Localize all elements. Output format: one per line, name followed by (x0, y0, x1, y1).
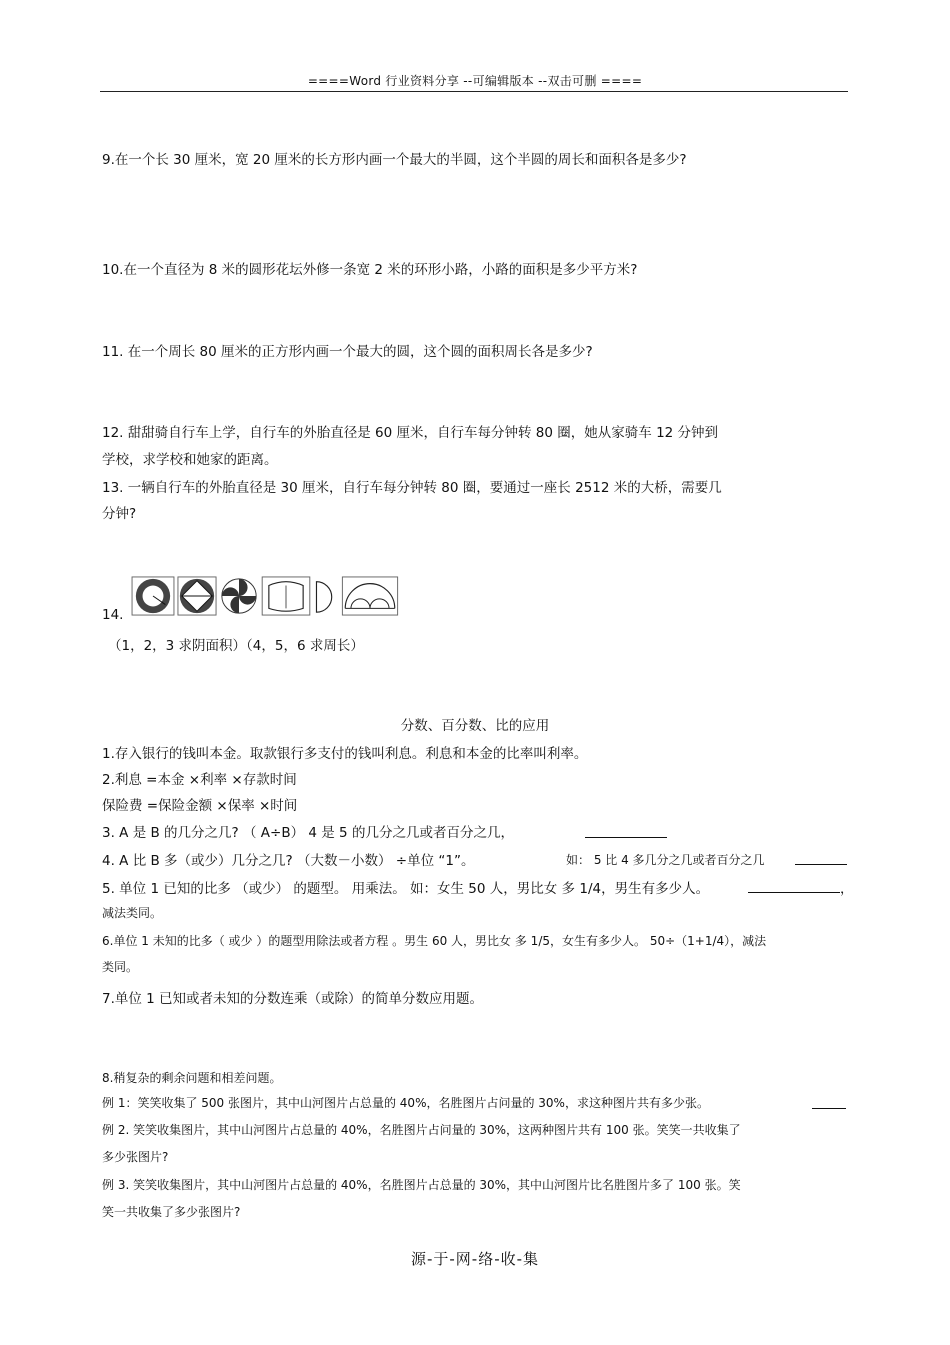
figure-1-ring (130, 576, 176, 616)
point-6: 6.单位 1 未知的比多（ 或少 ）的题型用除法或者方程 。男生 60 人，男比女 多 1/5，女生有多少人。 50÷（1+1/4），减法 (102, 934, 767, 948)
question-14-note: （1，2，3 求阴面积）（4，5，6 求周长） (108, 638, 364, 654)
point-5-line-2: 减法类同。 (102, 906, 163, 920)
example-3-line-1: 例 3. 笑笑收集图片，其中山河图片占总量的 40%，名胜图片占总量的 30%，其中山河图片比名胜图片多了 100 张。笑 (102, 1178, 741, 1192)
section-title: 分数、百分数、比的应用 (400, 718, 550, 734)
question-11: 11. 在一个周长 80 厘米的正方形内画一个最大的圆，这个圆的面积周长各是多少? (102, 344, 593, 360)
answer-blank-ex1 (812, 1108, 846, 1109)
example-2-line-2: 多少张图片? (102, 1150, 169, 1164)
point-3: 3. A 是 B 的几分之几? （ A÷B） 4 是 5 的几分之几或者百分之几， (102, 825, 514, 841)
page-footer: 源-于-网-络-收-集 (410, 1250, 540, 1268)
figure-5-semicircle (312, 576, 340, 616)
point-4: 4. A 比 B 多（或少）几分之几? （大数－小数） ÷单位 “1”。 (102, 853, 475, 869)
question-14-figures (130, 576, 400, 618)
question-10: 10.在一个直径为 8 米的圆形花坛外修一条宽 2 米的环形小路，小路的面积是多少平方米? (102, 262, 638, 278)
header-rule (100, 91, 848, 92)
question-13-line-1: 13. 一辆自行车的外胎直径是 30 厘米，自行车每分钟转 80 圈，要通过一座长 2512 米的大桥，需要几 (102, 480, 722, 496)
example-3-line-2: 笑一共收集了多少张图片? (102, 1205, 241, 1219)
question-13-line-2: 分钟? (102, 506, 137, 522)
answer-blank-4 (795, 864, 847, 865)
question-14-number: 14. (102, 607, 124, 623)
figure-4-rounded-rect (260, 576, 312, 616)
question-12-line-2: 学校，求学校和她家的距离。 (102, 452, 278, 468)
question-9: 9.在一个长 30 厘米，宽 20 厘米的长方形内画一个最大的半圆，这个半圆的周长和面积各是多少? (102, 152, 687, 168)
figure-6-arcs (340, 576, 400, 616)
figure-3-pinwheel (218, 576, 260, 616)
figure-2-circle-square (176, 576, 218, 616)
point-5-comma: ， (840, 881, 854, 897)
example-1: 例 1：笑笑收集了 500 张图片，其中山河图片占总量的 40%，名胜图片占问量的 30%，求这种图片共有多少张。 (102, 1096, 709, 1110)
point-4-example: 如： 5 比 4 多几分之几或者百分之几 (566, 853, 765, 867)
point-2b: 保险费 =保险金额 ×保率 ×时间 (102, 798, 298, 814)
answer-blank-5 (748, 892, 840, 893)
point-1: 1.存入银行的钱叫本金。取款银行多支付的钱叫利息。利息和本金的比率叫利率。 (102, 746, 588, 762)
question-12-line-1: 12. 甜甜骑自行车上学，自行车的外胎直径是 60 厘米，自行车每分钟转 80 圈，她从家骑车 12 分钟到 (102, 425, 719, 441)
point-7: 7.单位 1 已知或者未知的分数连乘（或除）的简单分数应用题。 (102, 991, 484, 1007)
page-header: ====Word 行业资料分享 --可编辑版本 --双击可删 ==== (307, 74, 643, 88)
point-6-line-2: 类同。 (102, 960, 139, 974)
example-2-line-1: 例 2. 笑笑收集图片，其中山河图片占总量的 40%，名胜图片占问量的 30%，这两种图片共有 100 张。笑笑一共收集了 (102, 1123, 741, 1137)
point-8: 8.稍复杂的剩余问题和相差问题。 (102, 1071, 282, 1085)
point-2: 2.利息 =本金 ×利率 ×存款时间 (102, 772, 297, 788)
answer-blank-3 (585, 837, 667, 838)
point-5: 5. 单位 1 已知的比多 （或少） 的题型。 用乘法。 如：女生 50 人，男比女 多 1/4，男生有多少人。 (102, 881, 710, 897)
